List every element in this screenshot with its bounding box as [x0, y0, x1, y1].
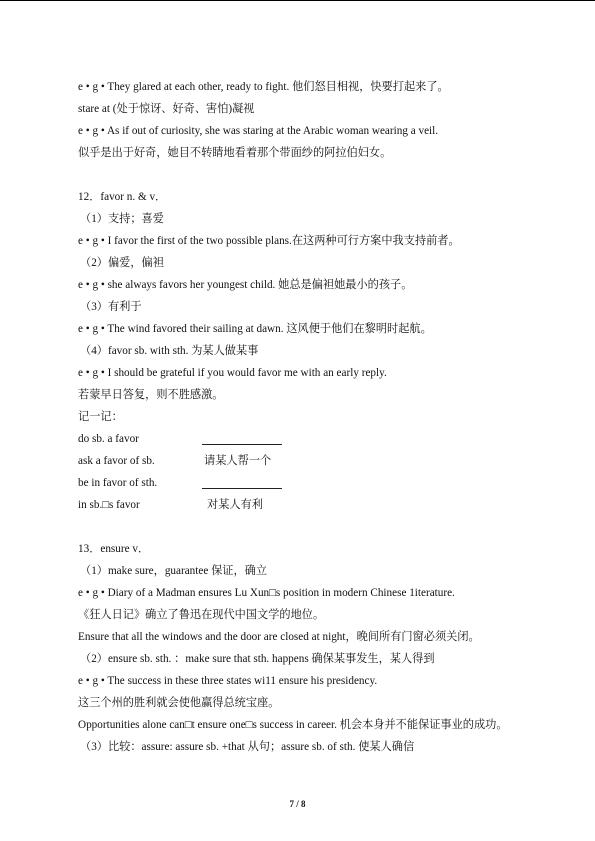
entry-heading-13: 13．ensure v．: [78, 543, 150, 555]
phrase-meaning: 对某人有利: [207, 499, 263, 511]
example-line: e • g • I favor the first of the two possible plans.在这两种可行方案中我支持前者。: [78, 235, 460, 247]
translation-line: 似乎是出于好奇，她目不转睛地看着那个带面纱的阿拉伯妇女。: [78, 147, 392, 159]
phrase-item: be in favor of sth.: [78, 477, 158, 489]
sense-heading: （3）比较：assure: assure sb. +that 从句；assure sb. of sth. 使某人确信: [80, 741, 415, 753]
sense-heading: （1）支持；喜爱: [80, 213, 164, 225]
sense-heading: （1）make sure，guarantee 保证，确立: [80, 565, 268, 577]
translation-line: 这三个州的胜利就会使他赢得总统宝座。: [78, 697, 280, 709]
sense-heading: （3）有利于: [80, 301, 142, 313]
sense-heading: （2）ensure sb. sth. ：make sure that sth. happens 确保某事发生，某人得到: [80, 653, 435, 665]
memo-heading: 记一记：: [78, 411, 123, 423]
page-number: 7 / 8: [289, 799, 306, 809]
example-line: e • g • As if out of curiosity, she was staring at the Arabic woman wearing a veil.: [78, 125, 439, 137]
translation-line: 若蒙早日答复，则不胜感激。: [78, 389, 224, 401]
entry-heading-12: 12．favor n. & v．: [78, 191, 167, 203]
top-border-line: [0, 0, 595, 1]
example-line: e • g • They glared at each other, ready to fight. 他们怒目相视，快要打起来了。: [78, 81, 449, 93]
example-line: e • g • she always favors her youngest child. 她总是偏袒她最小的孩子。: [78, 279, 413, 291]
phrase-line: stare at (处于惊讶、好奇、害怕)凝视: [78, 103, 255, 115]
example-line: Opportunities alone can□t ensure one□s success in career. 机会本身并不能保证事业的成功。: [78, 719, 508, 731]
phrase-item: ask a favor of sb.: [78, 455, 155, 467]
example-line: e • g • The success in these three states wi11 ensure his presidency.: [78, 675, 378, 687]
example-line: e • g • The wind favored their sailing at dawn. 这风便于他们在黎明时起航。: [78, 323, 432, 335]
phrase-item: in sb.□s favor: [78, 499, 140, 511]
fill-blank-line: [202, 444, 282, 445]
phrase-meaning: 请某人帮一个: [204, 455, 272, 467]
fill-blank-line: [202, 488, 282, 489]
example-line: e • g • Diary of a Madman ensures Lu Xun□s position in modern Chinese 1iterature.: [78, 587, 455, 599]
translation-line: 《狂人日记》确立了鲁迅在现代中国文学的地位。: [78, 609, 325, 621]
sense-heading: （2）偏爱，偏袒: [80, 257, 164, 269]
example-line: e • g • I should be grateful if you would favor me with an early reply.: [78, 367, 387, 379]
sense-heading: （4）favor sb. with sth. 为某人做某事: [80, 345, 259, 357]
phrase-item: do sb. a favor: [78, 433, 139, 445]
example-line: Ensure that all the windows and the door are closed at night，晚间所有门窗必须关闭。: [78, 631, 480, 643]
